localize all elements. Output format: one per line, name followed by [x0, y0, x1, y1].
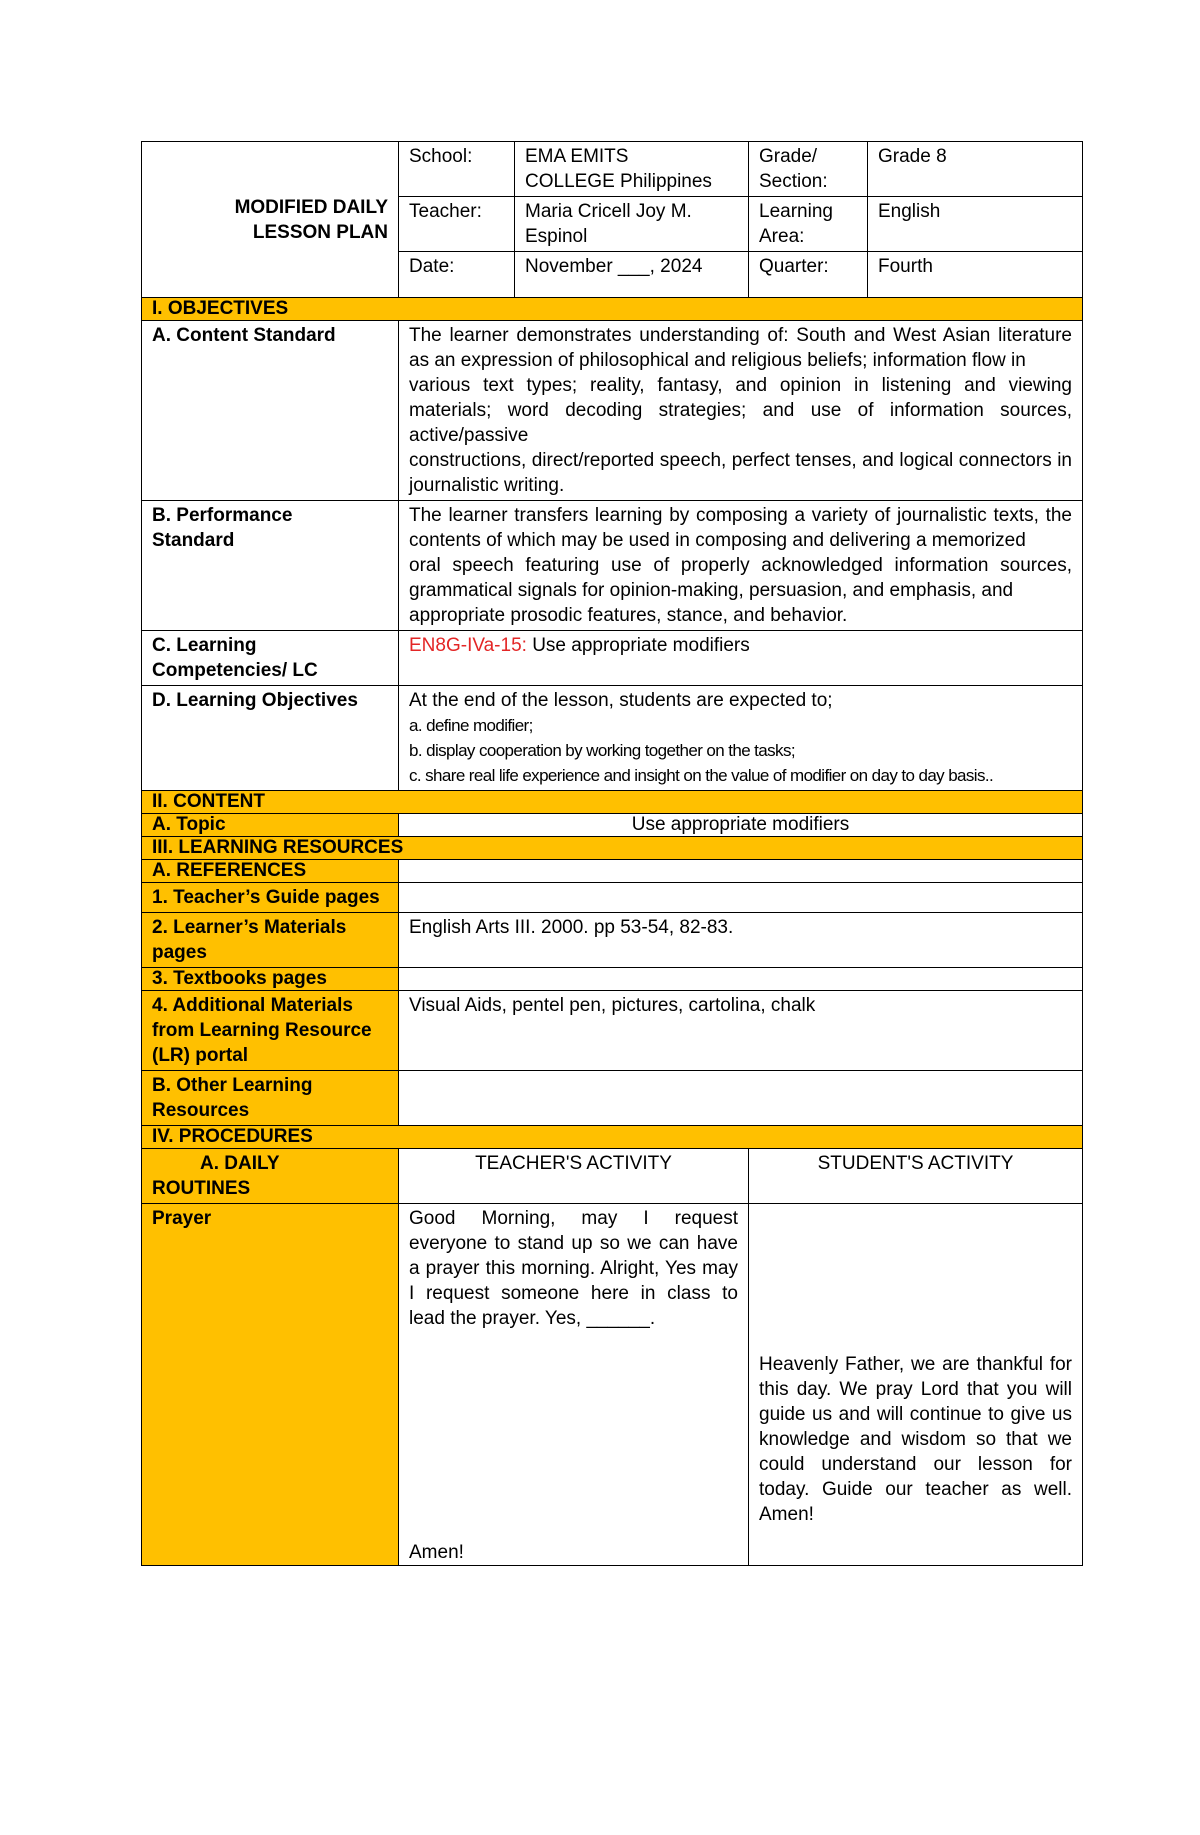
learning-objectives-text [399, 686, 1083, 791]
references-value [399, 860, 1083, 883]
area-label: Learning Area: [749, 197, 868, 252]
other-resources-value [399, 1071, 1083, 1126]
teacher-activity-header: TEACHER'S ACTIVITY [399, 1149, 749, 1204]
content-standard-text: The learner demonstrates understanding of: South and West Asian literature as an expression of philosophical and religious beliefs; information flow in various text types; reality, fantasy, and opinion in listening and viewing materials; word decoding strategies; and use of information sources, active/passive constructions, direct/reported speech, perfect tenses, and logical connectors in journalistic writing. [399, 321, 1083, 501]
learners-materials-value: English Arts III. 2000. pp 53-54, 82-83. [399, 913, 1083, 968]
topic-label: A. Topic [142, 814, 399, 837]
student-activity-header: STUDENT'S ACTIVITY [749, 1149, 1083, 1204]
textbooks-value [399, 968, 1083, 991]
competency-code: EN8G-IVa-15: [409, 635, 527, 656]
lo-intro: At the end of the lesson, students are expected to; [409, 690, 833, 711]
section-procedures-heading: IV. PROCEDURES [142, 1126, 1083, 1149]
topic-value: Use appropriate modifiers [399, 814, 1083, 837]
teacher-value: Maria Cricell Joy M. Espinol [515, 197, 749, 252]
competency-description: Use appropriate modifiers [526, 635, 750, 656]
teachers-guide-label: 1. Teacher’s Guide pages [142, 883, 399, 913]
student-prayer-cell [749, 1204, 1083, 1566]
learners-materials-label: 2. Learner’s Materials pages [142, 913, 399, 968]
area-value: English [868, 197, 1083, 252]
grade-value: Grade 8 [868, 142, 1083, 197]
teacher-amen-text: Amen! [409, 1542, 464, 1563]
content-standard-label: A. Content Standard [142, 321, 399, 501]
date-label: Date: [399, 252, 515, 298]
section-content-heading: II. CONTENT [142, 791, 1083, 814]
quarter-value: Fourth [868, 252, 1083, 298]
other-resources-label: B. Other Learning Resources [142, 1071, 399, 1126]
prayer-label: Prayer [142, 1204, 399, 1566]
performance-standard-text: The learner transfers learning by composing a variety of journalistic texts, the contents of which may be used in composing and delivering a memorized oral speech featuring use of properly acknowledged information sources, grammatical signals for opinion-making, persuasion, and emphasis, and appropriate prosodic features, stance, and behavior. [399, 501, 1083, 631]
grade-label: Grade/ Section: [749, 142, 868, 197]
lesson-plan-sheet [141, 141, 1082, 1566]
lesson-plan-table [141, 141, 1083, 1566]
additional-materials-label: 4. Additional Materials from Learning Resource (LR) portal [142, 991, 399, 1071]
teacher-prayer-text: Good Morning, may I request everyone to stand up so we can have a prayer this morning. Alright, Yes may I request someone here in class to lead the prayer. Yes, ______. [409, 1208, 738, 1329]
performance-standard-label: B. Performance Standard [142, 501, 399, 631]
daily-routines-label: A. DAILY ROUTINES [142, 1149, 399, 1204]
teacher-label: Teacher: [399, 197, 515, 252]
lo-item-a: a. define modifier; [409, 716, 533, 735]
textbooks-label: 3. Textbooks pages [142, 968, 399, 991]
lo-item-b: b. display cooperation by working together on the tasks; [409, 741, 795, 760]
teacher-prayer-cell [399, 1204, 749, 1566]
school-label: School: [399, 142, 515, 197]
section-objectives-heading: I. OBJECTIVES [142, 298, 1083, 321]
document-title: MODIFIED DAILY LESSON PLAN [142, 142, 399, 298]
competency-label: C. Learning Competencies/ LC [142, 631, 399, 686]
lo-item-c: c. share real life experience and insight on the value of modifier on day to day basis.. [409, 766, 994, 785]
section-resources-heading: III. LEARNING RESOURCES [142, 837, 1083, 860]
teachers-guide-value [399, 883, 1083, 913]
school-value: EMA EMITS COLLEGE Philippines [515, 142, 749, 197]
date-value: November ___, 2024 [515, 252, 749, 298]
references-label: A. REFERENCES [142, 860, 399, 883]
competency-text [399, 631, 1083, 686]
quarter-label: Quarter: [749, 252, 868, 298]
learning-objectives-label: D. Learning Objectives [142, 686, 399, 791]
student-prayer-text: Heavenly Father, we are thankful for this day. We pray Lord that you will guide us and will continue to give us knowledge and wisdom so that we could understand our lesson for today. Guide our teacher as well. Amen! [759, 1354, 1072, 1525]
additional-materials-value: Visual Aids, pentel pen, pictures, cartolina, chalk [399, 991, 1083, 1071]
